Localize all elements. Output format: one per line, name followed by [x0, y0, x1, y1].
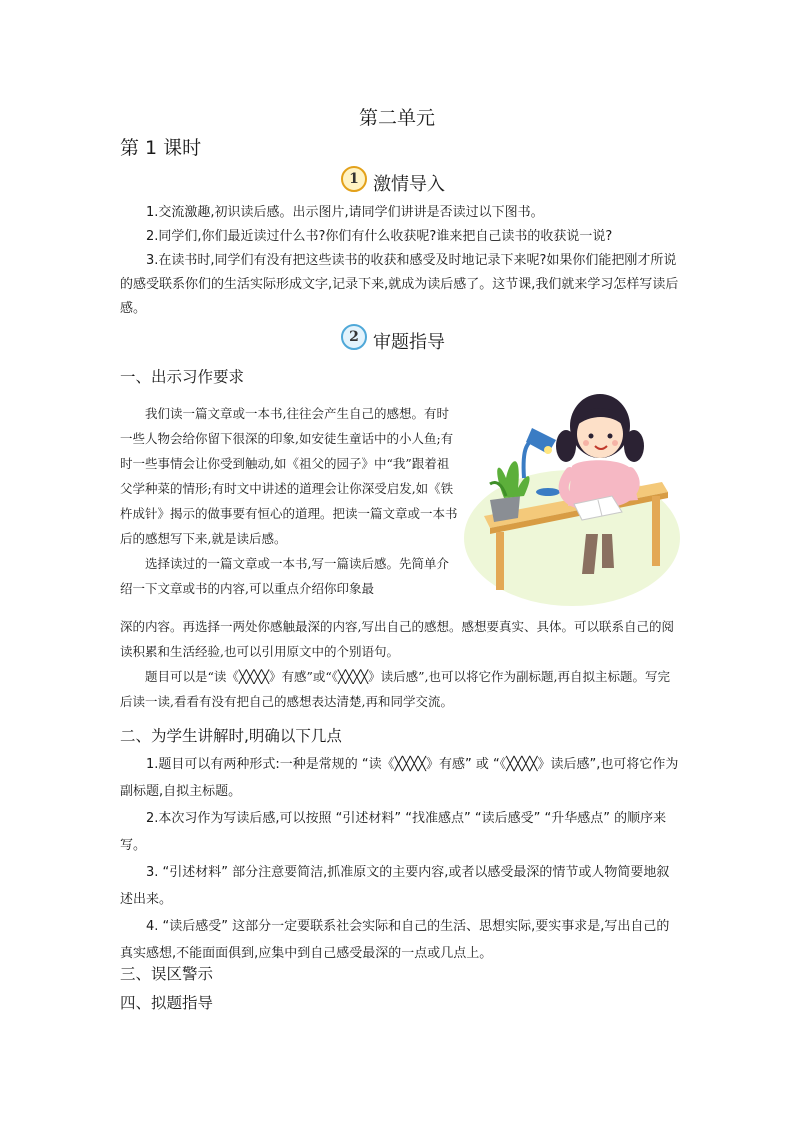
section-1-title: 激情导入	[373, 174, 445, 195]
requirement-paragraph-3: 题目可以是“读《╳╳╳╳》有感”或“《╳╳╳╳》读后感”,也可以将它作为副标题,再自拟主标题。写完后读一读,看看有没有把自己的感想表达清楚,再和同学交流。	[120, 669, 670, 709]
requirement-text-bottom	[120, 614, 680, 714]
number-badge-1: 1	[341, 166, 367, 192]
lesson-title: 第 1 课时	[120, 137, 202, 159]
number-badge-2: 2	[341, 324, 367, 350]
girl-reading-illustration	[462, 388, 682, 608]
requirement-paragraph-2-rest: 深的内容。再选择一两处你感触最深的内容,写出自己的感想。感想要真实、具体。可以联系自己的阅读积累和生活经验,也可以引用原文中的个别语句。	[120, 619, 674, 659]
requirement-paragraph-2-start: 选择读过的一篇文章或一本书,写一篇读后感。先简单介绍一下文章或书的内容,可以重点介绍你印象最	[120, 556, 449, 596]
guide-item-3: 3. “引述材料” 部分注意要简洁,抓准原文的主要内容,或者以感受最深的情节或人物简要地叙述出来。	[120, 865, 670, 907]
requirement-text-top	[120, 401, 460, 601]
section-1-header	[341, 170, 445, 196]
part-3-heading: 三、误区警示	[120, 965, 214, 983]
part-2-body	[120, 751, 680, 967]
guide-item-1: 1.题目可以有两种形式:一种是常规的 “读《╳╳╳╳》有感” 或 “《╳╳╳╳》读后感”,也可将它作为副标题,自拟主标题。	[120, 757, 679, 799]
requirement-paragraph-1: 我们读一篇文章或一本书,往往会产生自己的感想。有时一些人物会给你留下很深的印象,如安徒生童话中的小人鱼;有时一些事情会让你受到触动,如《祖父的园子》中“我”跟着祖父学种菜的情形;有时文中讲述的道理会让你深受启发,如《铁杵成针》揭示的做事要有恒心的道理。把读一篇文章或一本书后的感想写下来,就是读后感。	[120, 406, 458, 546]
part-2-heading: 二、为学生讲解时,明确以下几点	[120, 727, 342, 745]
section-2-title: 审题指导	[373, 332, 445, 353]
guide-item-2: 2.本次习作为写读后感,可以按照 “引述材料” “找准感点” “读后感受” “升华感点” 的顺序来写。	[120, 811, 667, 853]
unit-title: 第二单元	[358, 107, 435, 129]
intro-item-2: 2.同学们,你们最近读过什么书?你们有什么收获呢?谁来把自己读书的收获说一说?	[146, 229, 613, 244]
section-1-body	[120, 201, 680, 321]
section-2-header	[341, 328, 445, 354]
guide-item-4: 4. “读后感受” 这部分一定要联系社会实际和自己的生活、思想实际,要实事求是,写出自己的真实感想,不能面面俱到,应集中到自己感受最深的一点或几点上。	[120, 919, 670, 961]
intro-item-3: 3.在读书时,同学们有没有把这些读书的收获和感受及时地记录下来呢?如果你们能把刚才所说的感受联系你们的生活实际形成文字,记录下来,就成为读后感了。这节课,我们就来学习怎样写读后感。	[120, 253, 679, 316]
part-1-heading: 一、出示习作要求	[120, 368, 245, 386]
intro-item-1: 1.交流激趣,初识读后感。出示图片,请同学们讲讲是否读过以下图书。	[146, 205, 544, 220]
part-4-heading: 四、拟题指导	[120, 994, 214, 1012]
